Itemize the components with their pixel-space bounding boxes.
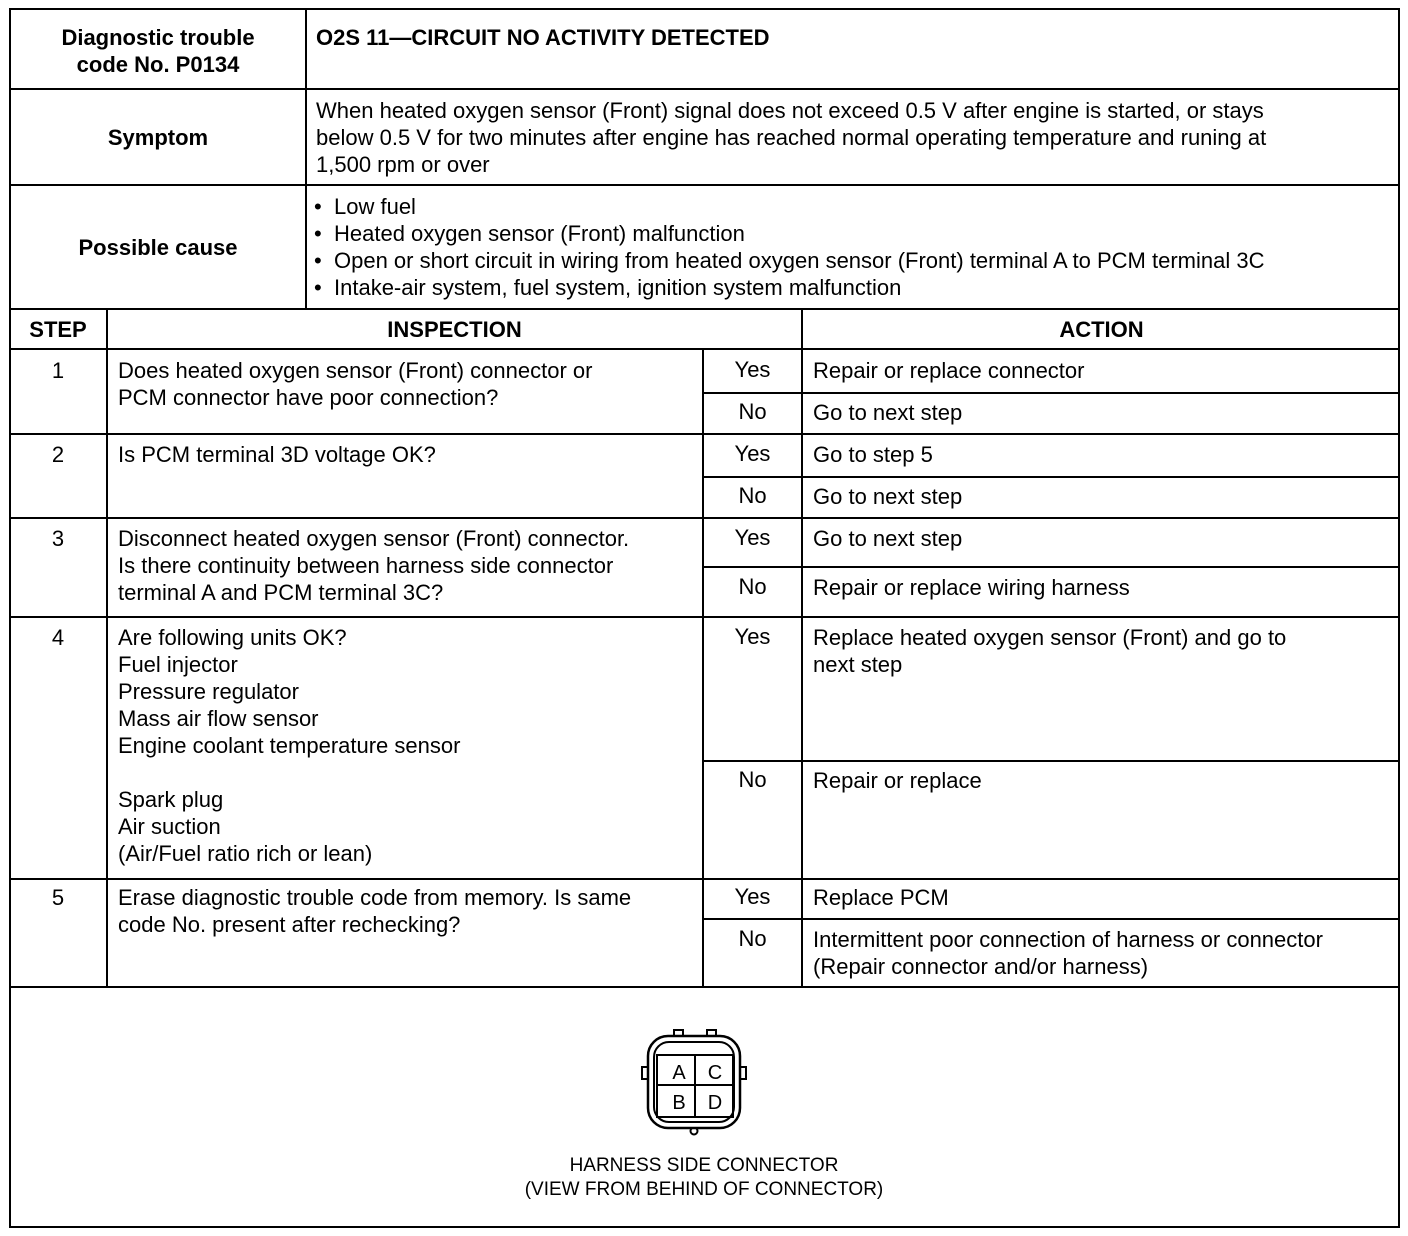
col-header-step: STEP <box>29 316 87 342</box>
no-label: No <box>738 399 767 424</box>
yes-label: Yes <box>734 525 771 550</box>
step-inspection: Are following units OK? Fuel injector Pressure regulator Mass air flow sensor Engine coolant temperature sensor Spark plug Air suction (Air/Fuel ratio rich or lean) <box>118 625 461 866</box>
yes-label: Yes <box>734 884 771 909</box>
yes-label: Yes <box>734 357 771 382</box>
connector-caption: HARNESS SIDE CONNECTOR (VIEW FROM BEHIND OF CONNECTOR) <box>524 1155 884 1200</box>
step-inspection: Erase diagnostic trouble code from memory. Is same code No. present after rechecking? <box>118 885 632 937</box>
symptom-label: Symptom <box>107 124 209 150</box>
rule <box>702 918 1400 920</box>
rule <box>106 308 108 987</box>
possible-cause-list <box>310 193 1264 301</box>
symptom-text: When heated oxygen sensor (Front) signal does not exceed 0.5 V after engine is started, or stays below 0.5 V for two minutes after engine has reached normal operating temperature and runing at 1,500 rpm or over <box>316 98 1267 177</box>
rule <box>9 986 1400 988</box>
no-action: Go to next step <box>813 484 963 509</box>
dtc-title: O2S 11—CIRCUIT NO ACTIVITY DETECTED <box>316 25 770 50</box>
step-inspection: Does heated oxygen sensor (Front) connector or PCM connector have poor connection? <box>118 358 593 410</box>
no-action: Repair or replace <box>813 768 982 793</box>
rule <box>702 760 1400 762</box>
yes-action: Replace heated oxygen sensor (Front) and go to next step <box>813 625 1287 677</box>
col-header-action: ACTION <box>1059 316 1144 342</box>
yes-action: Repair or replace connector <box>813 358 1085 383</box>
rule <box>702 476 1400 478</box>
rule <box>702 566 1400 568</box>
pin-label: A <box>672 1062 686 1084</box>
list-item: • Intake-air system, fuel system, ignition system malfunction <box>310 274 1264 301</box>
list-item: • Heated oxygen sensor (Front) malfunction <box>310 220 1264 247</box>
step-inspection: Is PCM terminal 3D voltage OK? <box>118 442 436 467</box>
yes-action: Go to step 5 <box>813 442 933 467</box>
step-number: 3 <box>51 526 65 551</box>
no-label: No <box>738 926 767 951</box>
pin-label: C <box>707 1062 723 1084</box>
rule <box>9 348 1400 350</box>
col-header-inspection: INSPECTION <box>387 316 522 342</box>
no-label: No <box>738 767 767 792</box>
step-number: 1 <box>51 358 65 383</box>
rule <box>9 433 1400 435</box>
step-inspection: Disconnect heated oxygen sensor (Front) connector. Is there continuity between harness side connector terminal A and PCM terminal 3C? <box>118 526 630 605</box>
pin-label: B <box>672 1092 686 1114</box>
no-action: Repair or replace wiring harness <box>813 575 1130 600</box>
dtc-label: Diagnostic trouble code No. P0134 <box>61 25 255 77</box>
step-number: 4 <box>51 625 65 650</box>
no-action: Intermittent poor connection of harness or connector (Repair connector and/or harness) <box>813 927 1323 979</box>
harness-connector-diagram <box>636 1025 752 1139</box>
step-number: 5 <box>51 885 65 910</box>
rule <box>801 308 803 987</box>
yes-action: Replace PCM <box>813 885 949 910</box>
step-number: 2 <box>51 442 65 467</box>
yes-action: Go to next step <box>813 526 963 551</box>
rule <box>702 392 1400 394</box>
no-label: No <box>738 483 767 508</box>
list-item: • Low fuel <box>310 193 1264 220</box>
rule <box>9 517 1400 519</box>
possible-cause-label: Possible cause <box>78 234 238 260</box>
list-item: • Open or short circuit in wiring from heated oxygen sensor (Front) terminal A to PCM terminal 3C <box>310 247 1264 274</box>
yes-label: Yes <box>734 441 771 466</box>
rule <box>9 878 1400 880</box>
yes-label: Yes <box>734 624 771 649</box>
rule <box>9 616 1400 618</box>
no-label: No <box>738 574 767 599</box>
no-action: Go to next step <box>813 400 963 425</box>
pin-label: D <box>707 1092 723 1114</box>
